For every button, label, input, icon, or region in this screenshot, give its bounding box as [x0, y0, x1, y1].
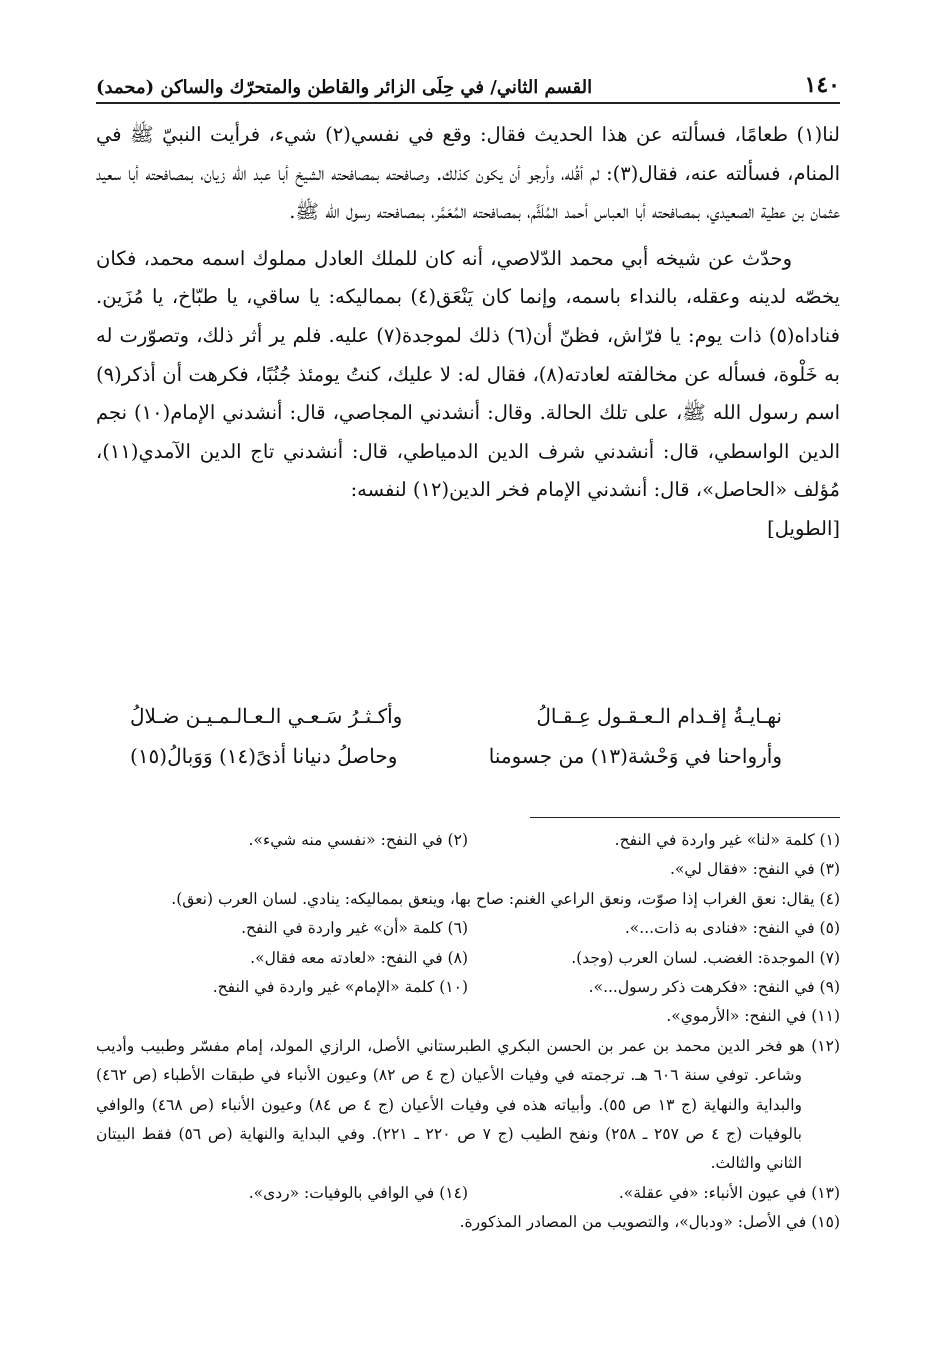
- verse-2-first-hemistich: وأرواحنا في وَحْشة(١٣) من جسومنا: [488, 744, 782, 768]
- footnote-12: (١٢) هو فخر الدين محمد بن عمر بن الحسن البكري الطبرستاني الأصل، الرازي المولد، إمام مفسّر وطبيب وأديب وشاعر. توفي سنة ٦٠٦ هـ. ترجمته في وفيات الأعيان (ج ٤ ص ٨٢) وعيون الأنباء في طبقات الأطباء (ص ٤٦٢) والبداية والنهاية (ج ١٣ ص ٥٥). وأبياته هذه في وفيات الأعيان (ج ٤ ص ٨٤) وعيون الأنباء (ص ٤٦٨) والوافي بالوفيات (ج ٤ ص ٢٥٧ ـ ٢٥٨) ونفح الطيب (ج ٧ ص ٢٢٠ ـ ٢٢١). وفي البداية والنهاية (ص ٥٦) فقط البيتان الثاني والثالث.: [96, 1036, 840, 1173]
- running-header: [96, 58, 840, 104]
- page-number: ١٤٠: [804, 72, 840, 98]
- footnote-2: (٢) في النفح: «نفسي منه شيء».: [248, 831, 468, 849]
- footnote-10: (١٠) كلمة «الإمام» غير واردة في النفح.: [212, 978, 468, 997]
- footnote-14: (١٤) في الوافي بالوفيات: «ردى».: [248, 1183, 468, 1202]
- verse-1-second-hemistich: وأكـثـرُ سَـعـي الـعـالـمـيـن ضـلالُ: [130, 704, 403, 728]
- footnote-4: (٤) يقال: نعق الغراب إذا صوّت، ونعق الراعي الغنم: صاح بها، وينعق بمماليكه: ينادي. لسان العرب (نعق).: [171, 889, 840, 908]
- main-text: [96, 116, 840, 549]
- footnote-8: (٨) في النفح: «لعادته معه فقال».: [250, 948, 468, 967]
- footnote-9: (٩) في النفح: «فكرهت ذكر رسول...».: [588, 978, 840, 997]
- footnote-15: (١٥) في الأصل: «ودبال»، والتصويب من المصادر المذكورة.: [459, 1213, 840, 1232]
- footnote-7: (٧) الموجدة: الغضب. لسان العرب (وجد).: [571, 948, 840, 967]
- footnote-separator: [530, 817, 840, 818]
- poem-verse-1: [130, 696, 782, 736]
- footnote-6: (٦) كلمة «أن» غير واردة في النفح.: [241, 919, 468, 938]
- paragraph-2: وحدّث عن شيخه أبي محمد الدّلاصي، أنه كان للملك العادل مملوك اسمه محمد، فكان يخصّه لدينه وعقله، بالنداء باسمه، وإنما كان يَنْعَق(٤) بمماليكه: يا ساقي، يا طبّاخ، يا مُزَين. فناداه(٥) ذات يوم: يا فرّاش، فظنّ أن(٦) ذلك لموجدة(٧) عليه. فلم ير أثر ذلك، وتصوّرت له به خَلْوة، فسأله عن مخالفته لعادته(٨)، فقال له: لا عليك، كنتُ يومئذ جُنُبًا، فكرهت أن أذكر(٩) اسم رسول الله ﷺ، على تلك الحالة. وقال: أنشدني المجاصي، قال: أنشدني الإمام(١٠) نجم الدين الواسطي، قال: أنشدني شرف الدين الدمياطي، قال: أنشدني تاج الدين الآمدي(١١)، مُؤلف «الحاصل»، قال: أنشدني الإمام فخر الدين(١٢) لنفسه:: [96, 246, 840, 502]
- footnote-3: (٣) في النفح: «فقال لي».: [669, 860, 840, 879]
- poem: [130, 696, 782, 776]
- verse-2-second-hemistich: وحاصلُ دنيانا أذىً(١٤) وَوَبالُ(١٥): [130, 744, 398, 768]
- paragraph-1: لنا(١) طعامًا، فسألته عن هذا الحديث فقال: وقع في نفسي(٢) شيء، فرأيت النبيّ ﷺ في المنام، فسألته عنه، فقال(٣): لم أقُله، وأرجو أن يكون كذلك. وصافحته بمصافحته الشيخ أبا عبد الله زيان، بمصافحته أبا سعيد عثمان بن عطية الصعيدي، بمصافحته أبا العباس أحمد المُلَثَّم، بمصافحته المُعَمَّر، بمصافحته رسول الله ﷺ.: [96, 123, 841, 224]
- running-title: القسم الثاني/ في حِلَى الزائر والقاطن والمتحرّك والساكن (محمد): [96, 77, 593, 98]
- poem-verse-2: [130, 736, 782, 776]
- poem-meter: [الطويل]: [767, 516, 840, 540]
- footnote-13: (١٣) في عيون الأنباء: «في عقلة».: [618, 1183, 840, 1202]
- footnote-11: (١١) في النفح: «الأرموي».: [666, 1007, 840, 1026]
- footnote-5: (٥) في النفح: «فنادى به ذات...».: [624, 919, 840, 938]
- footnotes: [96, 826, 840, 1238]
- verse-1-first-hemistich: نهـايـةُ إقـدام الـعـقـول عِـقـالُ: [536, 704, 782, 728]
- footnote-1: (١) كلمة «لنا» غير واردة في النفح.: [614, 831, 840, 849]
